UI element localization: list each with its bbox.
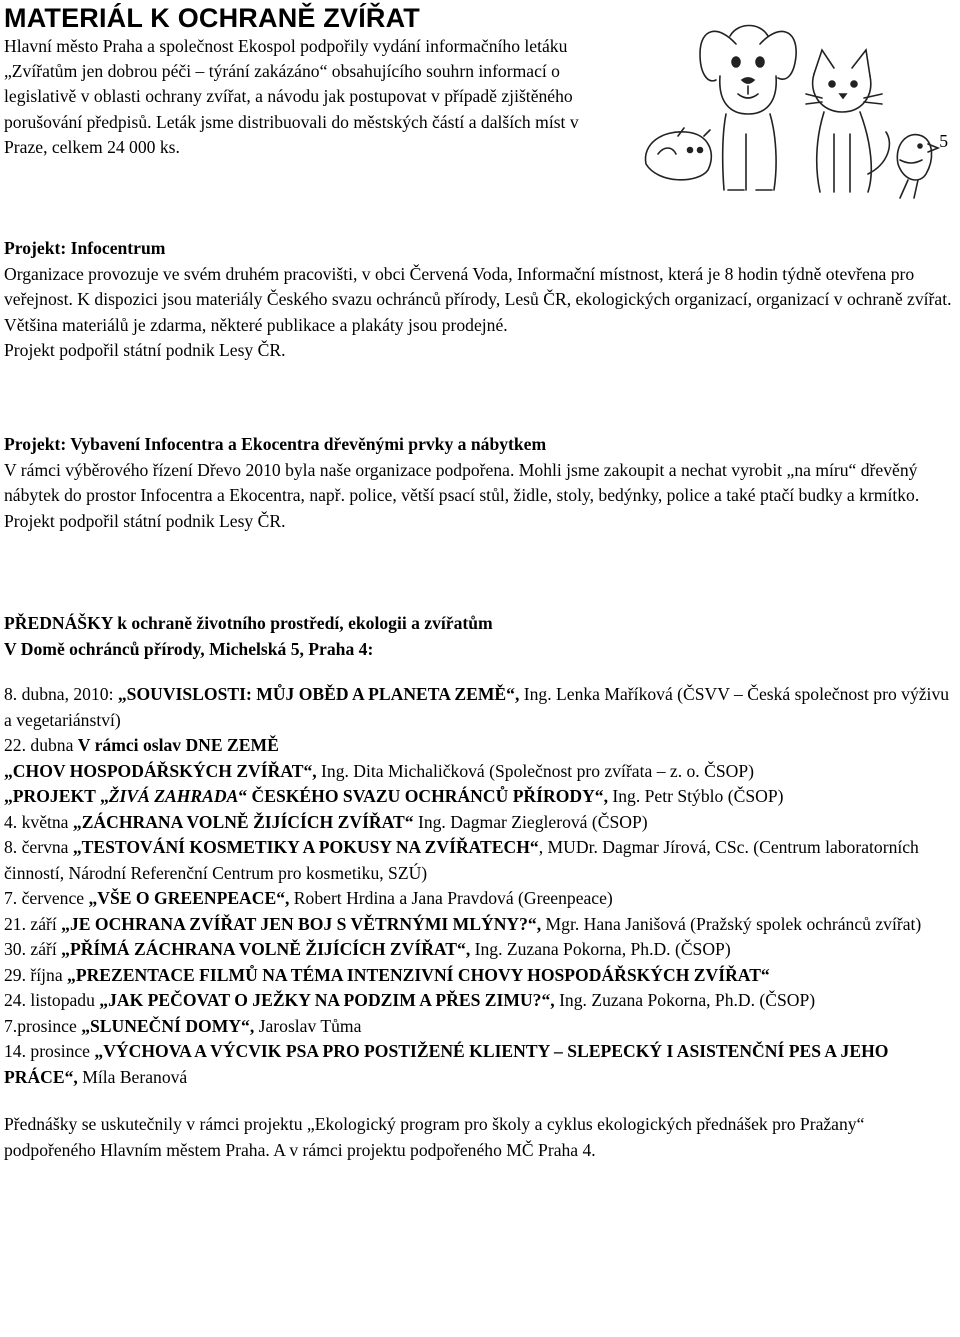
lecture-title: „ZÁCHRANA VOLNĚ ŽIJÍCÍCH ZVÍŘAT“ — [72, 811, 414, 832]
lectures-heading: PŘEDNÁŠKY k ochraně životního prostředí, ekologii a zvířatům — [4, 613, 493, 633]
lecture-title: „SOUVISLOSTI: MŮJ OBĚD A PLANETA ZEMĚ“, — [117, 684, 520, 704]
page-number: 5 — [939, 131, 948, 152]
project-furniture-body: V rámci výběrového řízení Dřevo 2010 byla naše organizace podpořena. Mohli jsme zakoupit a nechat vyrobit „na míru“ dřevěný nábytek do prostor Infocentra a Ekocentra, např. police, větší psací stůl, židle, stoly, bedýnky, police a také ptačí budky a krmítko. — [4, 459, 920, 505]
lecture-speaker: Ing. Lenka Maříková (ČSVV – Česká společnost pro výživu a vegetariánství) — [4, 684, 950, 730]
page-title: MATERIÁL K OCHRANĚ ZVÍŘAT — [4, 3, 420, 33]
project-furniture-title: Projekt: Vybavení Infocentra a Ekocentra dřevěnými prvky a nábytkem — [4, 434, 547, 454]
animals-drawing-icon — [638, 14, 958, 202]
project-infocentrum — [4, 236, 954, 364]
lecture-title: „JE OCHRANA ZVÍŘAT JEN BOJ S VĚTRNÝMI MLÝNY?“, — [61, 913, 542, 934]
lecture-title: „PŘÍMÁ ZÁCHRANA VOLNĚ ŽIJÍCÍCH ZVÍŘAT“, — [61, 939, 471, 959]
lecture-date: 29. října — [4, 964, 68, 985]
lecture-item — [4, 1039, 954, 1090]
lecture-item — [4, 886, 954, 912]
lecture-item — [4, 784, 954, 810]
lectures-closing: Přednášky se uskutečnily v rámci projektu „Ekologický program pro školy a cyklus ekologických přednášek pro Pražany“ podpořeného Hlavním městem Praha. A v rámci projektu podpořeného MČ Praha 4. — [4, 1114, 865, 1160]
lecture-date: 8. dubna, 2010: — [4, 684, 118, 704]
lecture-speaker: Ing. Petr Stýblo (ČSOP) — [608, 786, 784, 806]
lecture-title: „VŠE O GREENPEACE“, — [88, 888, 290, 908]
lecture-title: „CHOV HOSPODÁŘSKÝCH ZVÍŘAT“, — [4, 760, 317, 781]
lecture-date: 30. září — [4, 939, 62, 959]
lecture-title: „JAK PEČOVAT O JEŽKY NA PODZIM A PŘES ZIMU?“, — [99, 990, 555, 1010]
lecture-date: 22. dubna — [4, 735, 78, 755]
project-furniture-sponsor: Projekt podpořil státní podnik Lesy ČR. — [4, 510, 286, 531]
lecture-title: „TESTOVÁNÍ KOSMETIKY A POKUSY NA ZVÍŘATECH“ — [72, 837, 539, 857]
lectures-venue: V Domě ochránců přírody, Michelská 5, Praha 4: — [4, 638, 374, 659]
lecture-item — [4, 963, 954, 989]
project-furniture — [4, 432, 954, 534]
lecture-speaker: Robert Hrdina a Jana Pravdová (Greenpeace) — [289, 888, 613, 908]
lecture-speaker: Mgr. Hana Janišová (Pražský spolek ochránců zvířat) — [541, 913, 922, 934]
lecture-speaker: Ing. Dita Michaličková (Společnost pro zvířata – z. o. ČSOP) — [316, 760, 754, 781]
lecture-item — [4, 1014, 954, 1040]
lecture-date: 8. června — [4, 837, 73, 857]
lecture-item — [4, 682, 954, 733]
project-infocentrum-title: Projekt: Infocentrum — [4, 238, 166, 258]
intro-paragraph: Hlavní město Praha a společnost Ekospol podpořily vydání informačního letáku „Zvířatům jen dobrou péči – týrání zakázáno“ obsahujícího souhrn informací o legislativě v oblasti ochrany zvířat, a návodu jak postupovat v případě zjištěného porušování předpisů. Leták jsme distribuovali do městských částí a dalších míst v Praze, celkem 24 000 ks. — [4, 36, 579, 157]
lecture-speaker: Míla Beranová — [77, 1066, 188, 1087]
lecture-item — [4, 810, 954, 836]
lecture-speaker: Ing. Zuzana Pokorna, Ph.D. (ČSOP) — [470, 939, 731, 959]
lecture-speaker: Ing. Zuzana Pokorna, Ph.D. (ČSOP) — [554, 990, 816, 1010]
lecture-date: 7. července — [4, 888, 89, 908]
lectures-section — [4, 611, 954, 1163]
project-infocentrum-sponsor: Projekt podpořil státní podnik Lesy ČR. — [4, 340, 286, 360]
lecture-title-italic: ŽIVÁ ZAHRADA — [108, 786, 239, 806]
lecture-speaker: Ing. Dagmar Zieglerová (ČSOP) — [413, 811, 648, 832]
lecture-date: 7.prosince — [4, 1015, 82, 1036]
lecture-item — [4, 835, 954, 886]
lecture-title: „SLUNEČNÍ DOMY“, — [81, 1015, 255, 1036]
project-infocentrum-body: Organizace provozuje ve svém druhém pracovišti, v obci Červená Voda, Informační místnost, která je 8 hodin týdně otevřena pro veřejnost. K dispozici jsou materiály Českého svazu ochránců přírody, Lesů ČR, ekologických organizací, organizací v ochraně zvířat. Většina materiálů je zdarma, některé publikace a plakáty jsou prodejné. — [4, 263, 952, 335]
lecture-date: 24. listopadu — [4, 990, 100, 1010]
lecture-speaker: Jaroslav Tůma — [254, 1015, 362, 1036]
lecture-item — [4, 937, 954, 963]
lecture-item — [4, 733, 954, 759]
lecture-title: „PROJEKT „ — [4, 786, 109, 806]
lecture-date: 14. prosince — [4, 1041, 95, 1061]
lecture-item — [4, 912, 954, 938]
lecture-list — [4, 682, 954, 1090]
lecture-title: „PREZENTACE FILMŮ NA TÉMA INTENZIVNÍ CHOVY HOSPODÁŘSKÝCH ZVÍŘAT“ — [67, 964, 770, 985]
lecture-date: 4. května — [4, 811, 73, 832]
lecture-title: „VÝCHOVA A VÝCVIK PSA PRO POSTIŽENÉ KLIENTY – SLEPECKÝ I ASISTENČNÍ PES A JEHO PRÁCE“, — [4, 1041, 889, 1087]
lecture-speaker: , MUDr. Dagmar Jírová, CSc. (Centrum laboratorních činností, Národní Referenční Centrum pro kosmetiku, SZÚ) — [4, 837, 919, 883]
lecture-item — [4, 988, 954, 1014]
lecture-item — [4, 759, 954, 785]
lecture-title: V rámci oslav DNE ZEMĚ — [77, 735, 279, 755]
lecture-date: 21. září — [4, 913, 62, 934]
document-page — [4, 0, 954, 1160]
lecture-title-rest: “ ČESKÉHO SVAZU OCHRÁNCŮ PŘÍRODY“, — [238, 786, 608, 806]
